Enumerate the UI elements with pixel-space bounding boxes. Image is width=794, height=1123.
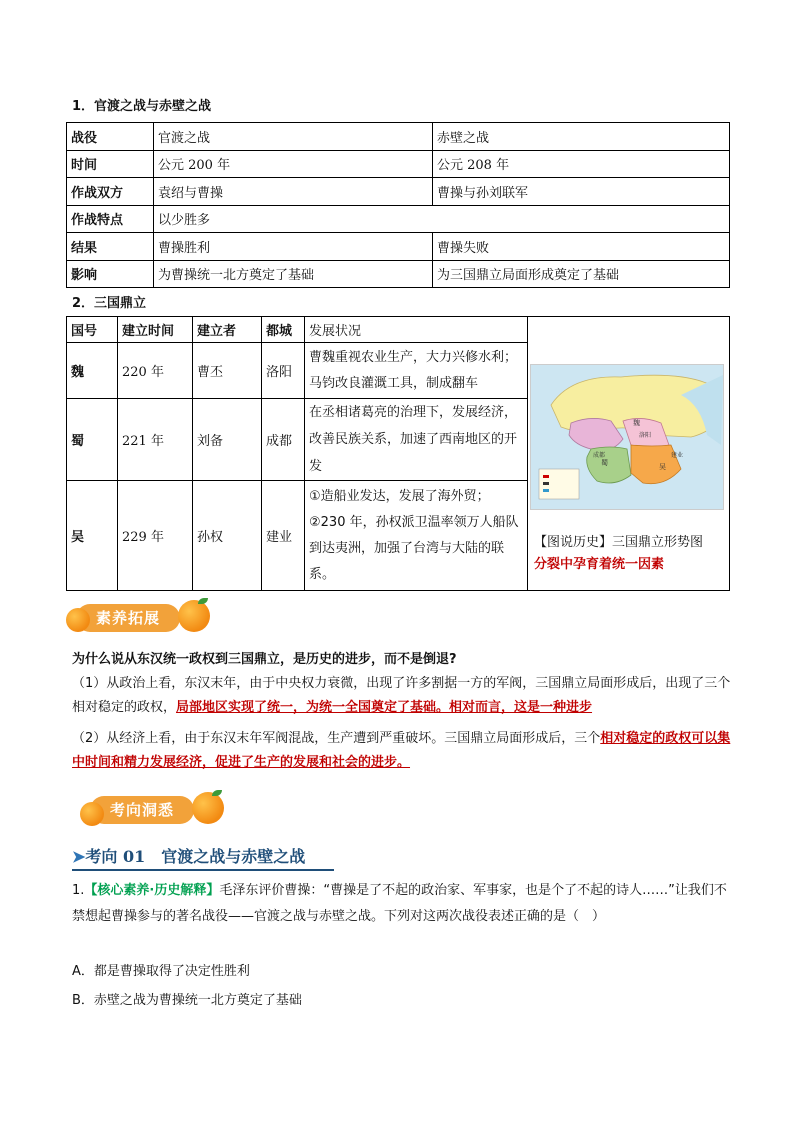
orange-icon [66,608,90,632]
question-stem: 毛泽东评价曹操：“曹操是了不起的政治家、军事家，也是个了不起的诗人……”让我们不禁想起曹操参与的著名战役——官渡之战与赤壁之战。下列对这两次战役表述正确的是（ ） [72,883,727,924]
table-header: 都城 [262,317,305,343]
table-cell: 曹丕 [193,343,262,399]
table-cell: 战役 [67,123,154,151]
map-caption: 【图说历史】三国鼎立形势图 [534,535,704,550]
table-cell: 229 年 [118,481,193,591]
table-row [67,260,730,288]
table-cell: 袁绍与曹操 [154,178,433,206]
table-cell: 221 年 [118,399,193,481]
answer-text: （1）从政治上看，东汉末年，由于中央权力衰微，出现了许多割据一方的军阀，三国鼎立局面形成后，出现了三个相对稳定的政权， [72,676,731,715]
question-title: 为什么说从东汉统一政权到三国鼎立，是历史的进步，而不是倒退? [72,652,457,667]
table-cell: 220 年 [118,343,193,399]
map-label-wu: 吴 [659,463,666,471]
table-cell: 蜀 [67,399,118,481]
answer-text: （2）从经济上看，由于东汉末年军阀混战，生产遭到严重破坏。三国鼎立局面形成后，三个 [72,731,601,746]
map-label-shu: 蜀 [601,459,608,467]
table-cell [305,481,528,591]
table-cell: 时间 [67,150,154,178]
table-header: 国号 [67,317,118,343]
table-cell: 曹魏重视农业生产，大力兴修水利；马钧改良灌溉工具，制成翻车 [305,343,528,399]
map-graphic [531,365,723,509]
answer-highlight: 局部地区实现了统一，为统一全国奠定了基础。相对而言，这是一种进步 [176,700,593,715]
table-cell: 在丞相诸葛亮的治理下，发展经济，改善民族关系，加速了西南地区的开发 [305,399,528,481]
table-cell: 以少胜多 [154,205,730,233]
table-cell: 吴 [67,481,118,591]
answer-highlight: 相对稳定的政权可以集中时间和精力发展经济，促进了生产的发展和社会的进步。 [72,731,731,770]
table-cell: 魏 [67,343,118,399]
map-note: 分裂中孕育着统一因素 [534,557,665,572]
table-cell: 作战双方 [67,178,154,206]
orange-icon [178,600,210,632]
table-row [67,233,730,261]
table-cell: 赤壁之战 [433,123,730,151]
table-cell: 曹操胜利 [154,233,433,261]
leaf-icon [212,790,222,796]
map-label-wei: 魏 [633,419,640,427]
question-tag: 【核心素养·历史解释】 [84,883,220,898]
option-a[interactable]: A．都是曹操取得了决定性胜利 [72,964,250,979]
table-cell: 为三国鼎立局面形成奠定了基础 [433,260,730,288]
table-row [67,123,730,151]
section1-title: 1．官渡之战与赤壁之战 [72,99,212,114]
table-cell: 为曹操统一北方奠定了基础 [154,260,433,288]
table-cell: 结果 [67,233,154,261]
battle-comparison-table [66,122,730,288]
table-cell: 建业 [262,481,305,591]
table-cell: 曹操失败 [433,233,730,261]
three-kingdoms-map [530,364,724,510]
table-header: 建立时间 [118,317,193,343]
table-cell: 成都 [262,399,305,481]
table-cell: 孙权 [193,481,262,591]
map-label-jianye: 建业 [671,452,684,459]
table-cell: 曹操与孙刘联军 [433,178,730,206]
table-cell: 公元 208 年 [433,150,730,178]
answer-paragraph-1 [72,672,732,720]
section2-title: 2．三国鼎立 [72,296,147,311]
wu-development-2: ②230 年，孙权派卫温率领万人船队到达夷洲，加强了台湾与大陆的联系。 [309,514,519,582]
map-label-luoyang: 洛阳 [639,432,652,439]
map-label-chengdu: 成都 [593,452,606,459]
badge-label: 素养拓展 [76,604,180,632]
table-cell: 影响 [67,260,154,288]
table-header: 建立者 [193,317,262,343]
wu-development-1: ①造船业发达，发展了海外贸； [309,488,490,504]
table-cell: 洛阳 [262,343,305,399]
kaoxiang-title: 考向 01 官渡之战与赤壁之战 [85,847,306,866]
orange-icon [80,802,104,826]
table-row [67,178,730,206]
arrow-icon: ➤ [72,847,86,866]
table-cell: 官渡之战 [154,123,433,151]
answer-paragraph-2 [72,727,732,775]
table-row [67,317,730,343]
option-b[interactable]: B．赤壁之战为曹操统一北方奠定了基础 [72,993,302,1008]
question-1 [72,878,732,930]
badge-kaoxiang [80,790,230,830]
table-cell: 公元 200 年 [154,150,433,178]
table-cell: 作战特点 [67,205,154,233]
orange-icon [192,792,224,824]
badge-suyang [66,598,216,638]
leaf-icon [198,598,208,604]
question-number: 1. [72,883,85,898]
table-row [67,150,730,178]
table-row [67,205,730,233]
table-cell: 刘备 [193,399,262,481]
badge-label: 考向洞悉 [90,796,194,824]
table-header: 发展状况 [305,317,528,343]
kaoxiang-heading [72,844,334,871]
